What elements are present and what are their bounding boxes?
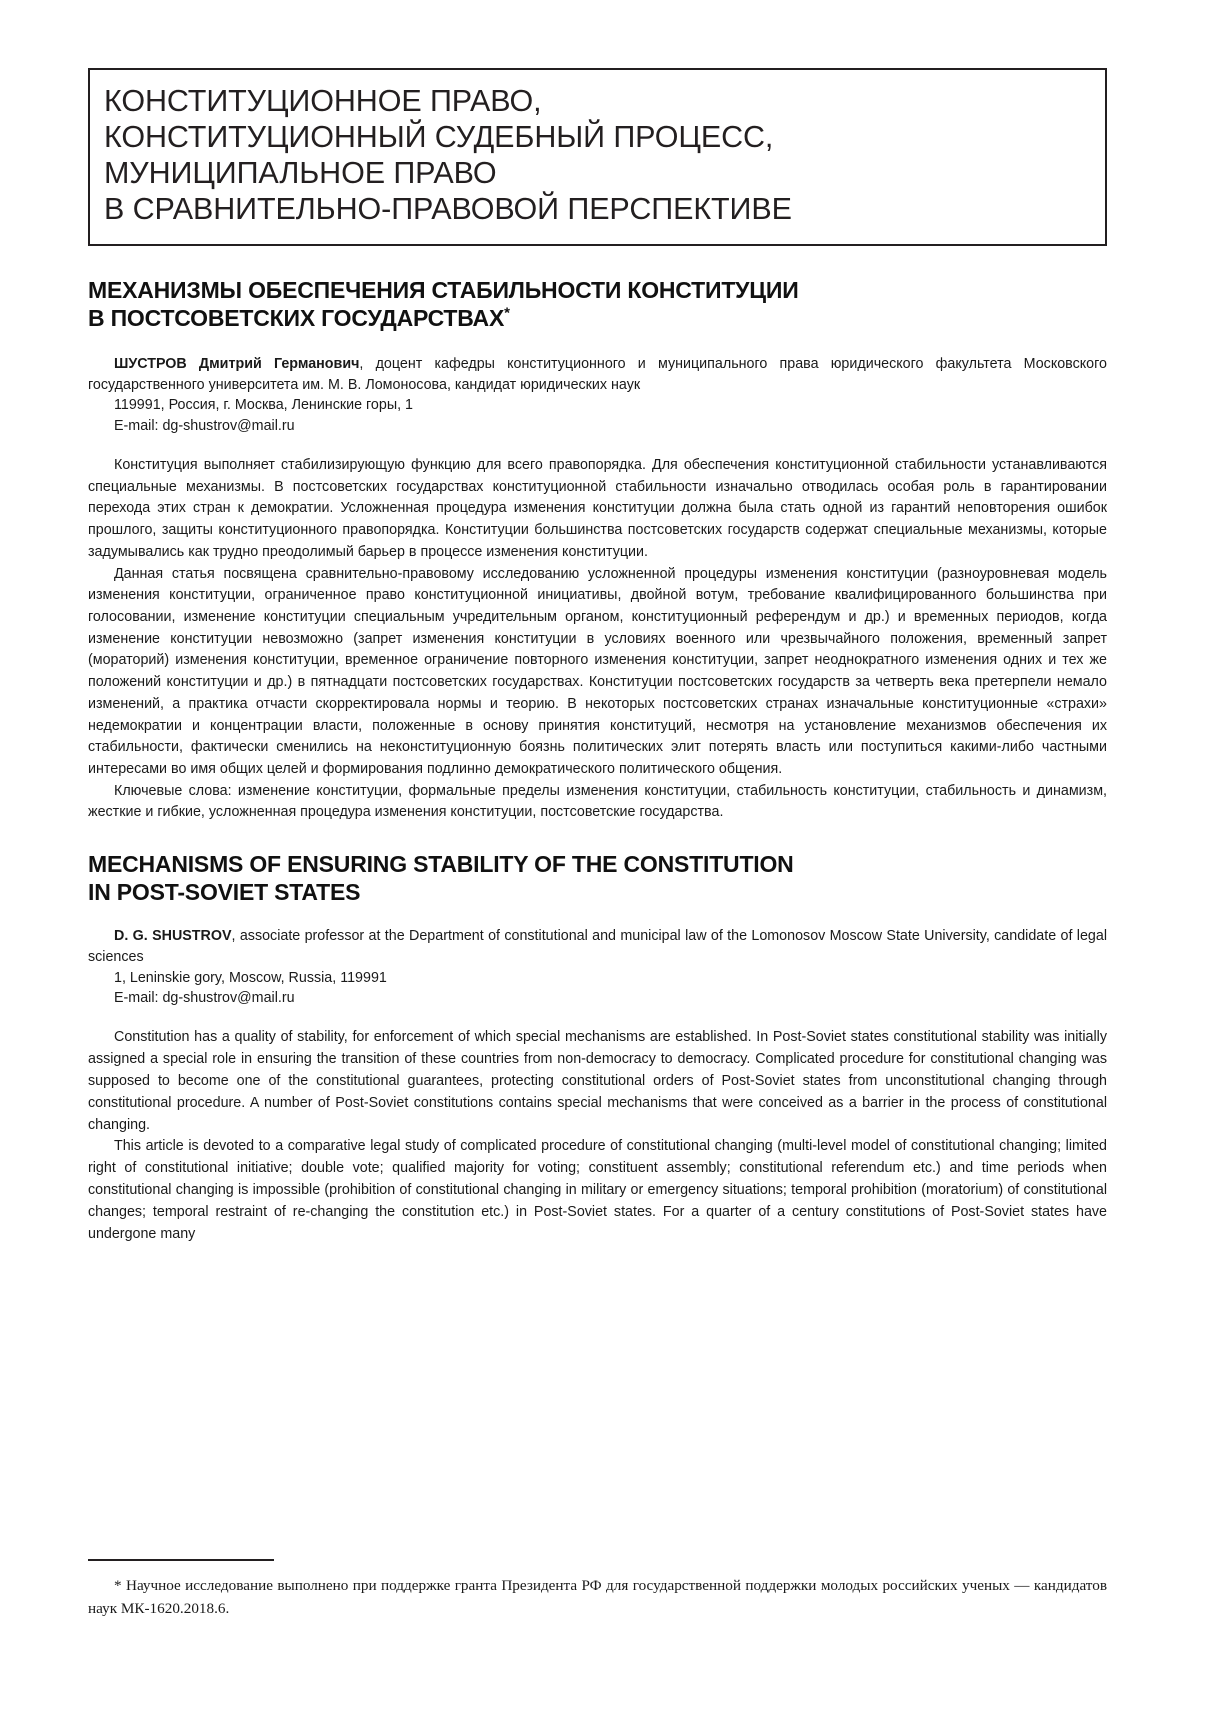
journal-rubric-box bbox=[88, 68, 1107, 246]
article-title-ru bbox=[88, 276, 1107, 332]
abstract-en-paragraph-2: This article is devoted to a comparative legal study of complicated procedure of constitutional changing (multi-level model of constitutional changing; limited right of constitutional initiative; double vote; qualified majority for voting; constituent assembly; constitutional referendum etc.) and time periods when constitutional changing is impossible (prohibition of constitutional changing in military or emergency situations; temporal prohibition (moratorium) of constitutional changes; temporal restraint of re-changing the constitution etc.) in Post-Soviet states. For a quarter of a century constitutions of Post-Soviet states have undergone many bbox=[88, 1138, 1107, 1242]
footnote-text: * Научное исследование выполнено при поддержке гранта Президента РФ для государственной поддержки молодых российских ученых — кандидатов наук МК-1620.2018.6. bbox=[88, 1577, 1107, 1618]
author-email-en[interactable]: E-mail: dg-shustrov@mail.ru bbox=[114, 990, 295, 1007]
author-affiliation-ru bbox=[88, 354, 1107, 395]
footnote-separator-rule bbox=[88, 1559, 274, 1561]
abstract-ru-paragraph-1: Конституция выполняет стабилизирующую функцию для всего правопорядка. Для обеспечения конституционной стабильности устанавливаются специальные механизмы. В постсоветских государствах конституционной стабильности изначально отводилась особая роль в гарантировании перехода этих стран к демократии. Усложненная процедура изменения конституции должна была стать одной из гарантий неповторения ошибок прошлого, защиты конституционного правопорядка. Конституции большинства постсоветских государств содержат специальные механизмы, которые задумывались как трудно преодолимый барьер в процессе изменения конституции. bbox=[88, 456, 1107, 560]
abstract-en bbox=[88, 1027, 1107, 1246]
author-affiliation-text-en: , associate professor at the Department of constitutional and municipal law of the Lomonosov Moscow State University, candidate of legal sciences bbox=[88, 928, 1107, 965]
rubric-line-4: В СРАВНИТЕЛЬНО-ПРАВОВОЙ ПЕРСПЕКТИВЕ bbox=[104, 191, 792, 226]
title-footnote-marker: * bbox=[504, 304, 510, 322]
author-affiliation-text-ru: , доцент кафедры конституционного и муниципального права юридического факультета Московского государственного университета им. М. В. Ломоносова, кандидат юридических наук bbox=[88, 356, 1107, 393]
author-email-ru[interactable]: E-mail: dg-shustrov@mail.ru bbox=[114, 418, 295, 435]
rubric-line-3: МУНИЦИПАЛЬНОЕ ПРАВО bbox=[104, 155, 497, 190]
author-block-en bbox=[88, 926, 1107, 1009]
article-title-en-line1: MECHANISMS OF ENSURING STABILITY OF THE CONSTITUTION bbox=[88, 851, 794, 878]
rubric-line-1: КОНСТИТУЦИОННОЕ ПРАВО, bbox=[104, 84, 542, 118]
author-address-en: 1, Leninskie gory, Moscow, Russia, 119991 bbox=[114, 969, 387, 986]
author-affiliation-en bbox=[88, 926, 1107, 967]
footnote-area bbox=[88, 1559, 1107, 1621]
author-block-ru bbox=[88, 354, 1107, 437]
author-name-ru: ШУСТРОВ Дмитрий Германович bbox=[114, 356, 360, 373]
abstract-en-paragraph-1: Constitution has a quality of stability, for enforcement of which special mechanisms are established. In Post-Soviet states constitutional stability was initially assigned a special role in ensuring the transition of these countries from non-democracy to democracy. Complicated procedure for constitutional changing was supposed to become one of the constitutional guarantees, protecting constitutional orders of Post-Soviet states from unconstitutional changing through constitutional procedure. A number of Post-Soviet constitutions contains special mechanisms that were conceived as a barrier in the process of constitutional changing. bbox=[88, 1029, 1107, 1133]
article-title-en-line2: IN POST-SOVIET STATES bbox=[88, 879, 361, 906]
article-title-en bbox=[88, 850, 1107, 906]
abstract-ru-paragraph-2: Данная статья посвящена сравнительно-правовому исследованию усложненной процедуры изменения конституции (разноуровневая модель изменения конституции, ограниченное право конституционной инициативы, двойной вотум, требование квалифицированного большинства при голосовании, изменение конституции специальным учредительным органом, конституционный референдум и др.) и временных периодов, когда изменение конституции невозможно (запрет изменения конституции в условиях военного или чрезвычайного положения, временный запрет (мораторий) изменения конституции, временное ограничение повторного изменения конституции, запрет неоднократного изменения одних и тех же положений конституции и др.) в пятнадцати постсоветских государствах. Конституции постсоветских государств за четверть века претерпели немало изменений, а практика отчасти скорректировала нормы и теорию. В некоторых постсоветских странах изначальные конституционные «страхи» недемократии и концентрации власти, положенные в основу принятия конституций, несмотря на установление механизмов обеспечения их стабильности, фактически сменились на неконституционную боязнь политических элит потерять власть или поступиться какими-либо частными интересами во имя общих целей и формирования подлинно демократического политического общения. bbox=[88, 565, 1107, 777]
abstract-ru bbox=[88, 455, 1107, 824]
article-title-ru-line2: В ПОСТСОВЕТСКИХ ГОСУДАРСТВАХ bbox=[88, 304, 505, 331]
rubric-line-2: КОНСТИТУЦИОННЫЙ СУДЕБНЫЙ ПРОЦЕСС, bbox=[104, 119, 774, 154]
author-address-ru: 119991, Россия, г. Москва, Ленинские горы, 1 bbox=[114, 397, 413, 414]
author-name-en: D. G. SHUSTROV bbox=[114, 928, 232, 945]
keywords-ru: Ключевые слова: изменение конституции, формальные пределы изменения конституции, стабильность конституции, стабильность и динамизм, жесткие и гибкие, усложненная процедура изменения конституции, постсоветские государства. bbox=[88, 782, 1107, 821]
article-title-ru-line1: МЕХАНИЗМЫ ОБЕСПЕЧЕНИЯ СТАБИЛЬНОСТИ КОНСТИТУЦИИ bbox=[88, 276, 799, 303]
